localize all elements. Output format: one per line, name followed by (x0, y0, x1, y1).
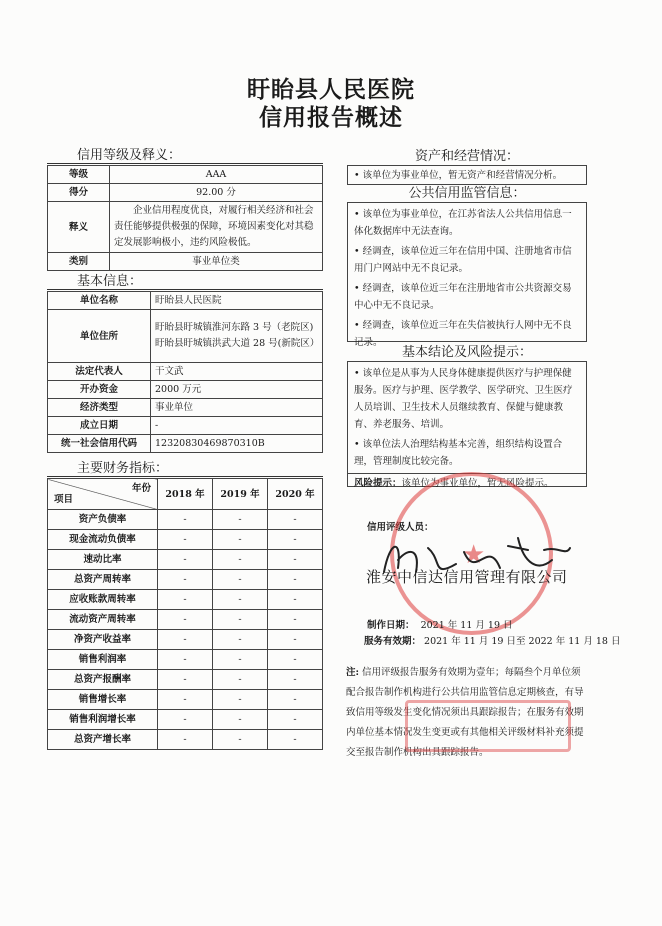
validity-line (364, 633, 620, 647)
finance-row (48, 730, 323, 750)
finance-cell: - (213, 550, 268, 570)
finance-cell: - (158, 650, 213, 670)
supervision-section-title: 公共信用监管信息： (408, 186, 526, 201)
finance-row-label: 总资产周转率 (48, 570, 158, 590)
supervision-item: • 经调查，该单位近三年在注册地省市公共资源交易中心中无不良记录。 (354, 283, 572, 311)
finance-row (48, 650, 323, 670)
supervision-item: • 经调查，该单位近三年在失信被执行人网中无不良记录。 (354, 320, 572, 348)
finance-cell: - (158, 570, 213, 590)
basic-section-title: 基本信息： (77, 274, 143, 289)
finance-header-row (48, 479, 323, 510)
finance-row-label: 销售利润率 (48, 650, 158, 670)
faint-stamp (405, 700, 571, 752)
finance-cell: - (268, 690, 323, 710)
basic-value: 2000 万元 (151, 381, 323, 399)
basic-row (48, 363, 323, 381)
basic-label: 经济类型 (48, 399, 151, 417)
basic-row (48, 399, 323, 417)
finance-row (48, 670, 323, 690)
finance-row-label: 总资产增长率 (48, 730, 158, 750)
finance-row-label: 总资产报酬率 (48, 670, 158, 690)
title-line-2: 信用报告概述 (259, 104, 403, 131)
date-line (367, 617, 513, 631)
finance-cell: - (158, 630, 213, 650)
finance-corner-year: 年份 (131, 483, 151, 494)
finance-row-label: 资产负债率 (48, 510, 158, 530)
rater-label: 信用评级人员： (367, 522, 434, 533)
credit-label: 释义 (48, 202, 110, 253)
basic-label: 法定代表人 (48, 363, 151, 381)
finance-table (47, 478, 323, 750)
basic-info-table (47, 291, 323, 453)
finance-cell: - (268, 530, 323, 550)
note-label: 注: (346, 667, 360, 678)
basic-row (48, 381, 323, 399)
date-value: 2021 年 11 月 19 日 (420, 620, 513, 631)
finance-row (48, 550, 323, 570)
basic-value: 盱眙县盱城镇淮河东路 3 号（老院区)盱眙县盱城镇洪武大道 28 号(新院区） (151, 310, 323, 363)
finance-section-title: 主要财务指标： (77, 461, 169, 476)
basic-row (48, 417, 323, 435)
conclusion-item: • 该单位是从事为人民身体健康提供医疗与护理保健服务。医疗与护理、医学教学、医学研究、卫生医疗人员培训、卫生技术人员继续教育、保健与健康教育、养老服务、培训。 (354, 368, 573, 430)
credit-table (47, 165, 323, 271)
finance-cell: - (268, 570, 323, 590)
finance-year-header: 2019 年 (213, 479, 268, 510)
company-name: 淮安中信达信用管理有限公司 (366, 568, 568, 586)
finance-row (48, 690, 323, 710)
basic-section-line (47, 289, 323, 290)
finance-cell: - (213, 710, 268, 730)
finance-cell: - (158, 530, 213, 550)
finance-cell: - (158, 730, 213, 750)
finance-cell: - (268, 670, 323, 690)
finance-cell: - (213, 630, 268, 650)
finance-year-header: 2020 年 (268, 479, 323, 510)
validity-value: 2021 年 11 月 19 日至 2022 年 11 月 18 日 (424, 636, 621, 647)
finance-body (48, 510, 323, 750)
finance-cell: - (158, 690, 213, 710)
credit-row-score (48, 184, 323, 202)
basic-value: 干文武 (151, 363, 323, 381)
credit-row-category (48, 253, 323, 271)
credit-row-level (48, 166, 323, 184)
credit-section-title: 信用等级及释义： (77, 148, 182, 163)
basic-label: 统一社会信用代码 (48, 435, 151, 453)
finance-cell: - (268, 610, 323, 630)
finance-row-label: 现金流动负债率 (48, 530, 158, 550)
finance-cell: - (268, 730, 323, 750)
finance-row (48, 510, 323, 530)
finance-cell: - (158, 510, 213, 530)
finance-cell: - (158, 590, 213, 610)
basic-label: 单位名称 (48, 292, 151, 310)
finance-row (48, 530, 323, 550)
finance-corner-cell (48, 479, 158, 510)
credit-value: AAA (110, 166, 323, 184)
validity-label: 服务有效期： (364, 636, 422, 647)
finance-section-line (47, 476, 323, 477)
finance-cell: - (268, 630, 323, 650)
finance-row (48, 590, 323, 610)
finance-year-header: 2018 年 (158, 479, 213, 510)
finance-row-label: 流动资产周转率 (48, 610, 158, 630)
basic-row (48, 292, 323, 310)
finance-row-label: 净资产收益率 (48, 630, 158, 650)
finance-cell: - (158, 670, 213, 690)
basic-label: 成立日期 (48, 417, 151, 435)
finance-cell: - (158, 710, 213, 730)
finance-cell: - (213, 730, 268, 750)
finance-row-label: 销售利润增长率 (48, 710, 158, 730)
risk-text: 该单位为事业单位，暂无风险提示。 (401, 478, 554, 489)
title-line-1: 盱眙县人民医院 (247, 76, 415, 103)
credit-value: 事业单位类 (110, 253, 323, 271)
finance-row (48, 570, 323, 590)
assets-section-title: 资产和经营情况： (414, 149, 519, 164)
basic-label: 开办资金 (48, 381, 151, 399)
date-label: 制作日期： (367, 620, 415, 631)
assets-box (347, 165, 587, 185)
finance-corner-item: 项目 (54, 494, 74, 505)
finance-cell: - (213, 530, 268, 550)
credit-section-line (47, 163, 323, 164)
basic-label: 单位住所 (48, 310, 151, 363)
credit-value: 92.00 分 (110, 184, 323, 202)
basic-row (48, 435, 323, 453)
assets-item: • 该单位为事业单位，暂无资产和经营情况分析。 (354, 170, 563, 181)
finance-cell: - (268, 550, 323, 570)
basic-value: 12320830469870310B (151, 435, 323, 453)
supervision-item: • 该单位为事业单位，在江苏省法人公共信用信息一体化数据库中无法查询。 (354, 209, 572, 237)
finance-cell: - (268, 650, 323, 670)
credit-value: 企业信用程度优良，对履行相关经济和社会责任能够提供极强的保障，环境因素变化对其稳定发展影响极小，违约风险极低。 (110, 202, 323, 253)
finance-cell: - (268, 510, 323, 530)
basic-value: 事业单位 (151, 399, 323, 417)
finance-row (48, 710, 323, 730)
credit-row-meaning (48, 202, 323, 253)
finance-row (48, 610, 323, 630)
note-text: 信用评级报告服务有效期为壹年；每隔叁个月单位须配合报告制作机构进行公共信用监管信息定期核查，有导致信用等级发生变化情况须出具跟踪报告；在服务有效期内单位基本情况发生变更或有其他相关评级材料补充须提交至报告制作机构出具跟踪报告。 (346, 667, 584, 758)
finance-cell: - (213, 670, 268, 690)
credit-label: 得分 (48, 184, 110, 202)
conclusion-item: • 该单位法人治理结构基本完善，组织结构设置合理，管理制度比较完备。 (354, 439, 563, 467)
finance-cell: - (213, 590, 268, 610)
finance-row-label: 销售增长率 (48, 690, 158, 710)
conclusion-box (347, 361, 587, 487)
finance-cell: - (213, 510, 268, 530)
basic-value: 盱眙县人民医院 (151, 292, 323, 310)
finance-row-label: 速动比率 (48, 550, 158, 570)
finance-row-label: 应收账款周转率 (48, 590, 158, 610)
supervision-item: • 经调查，该单位近三年在信用中国、注册地省市信用门户网站中无不良记录。 (354, 246, 572, 274)
basic-value: - (151, 417, 323, 435)
risk-label: 风险提示： (354, 478, 402, 489)
finance-cell: - (213, 650, 268, 670)
seal-star-icon: ★ (462, 540, 486, 570)
finance-cell: - (158, 610, 213, 630)
finance-cell: - (213, 690, 268, 710)
credit-label: 类别 (48, 253, 110, 271)
finance-cell: - (268, 710, 323, 730)
basic-row (48, 310, 323, 363)
conclusion-section-title: 基本结论及风险提示： (401, 345, 532, 360)
finance-cell: - (158, 550, 213, 570)
credit-label: 等级 (48, 166, 110, 184)
finance-cell: - (213, 570, 268, 590)
supervision-box (347, 202, 587, 348)
finance-cell: - (268, 590, 323, 610)
finance-row (48, 630, 323, 650)
finance-cell: - (213, 610, 268, 630)
